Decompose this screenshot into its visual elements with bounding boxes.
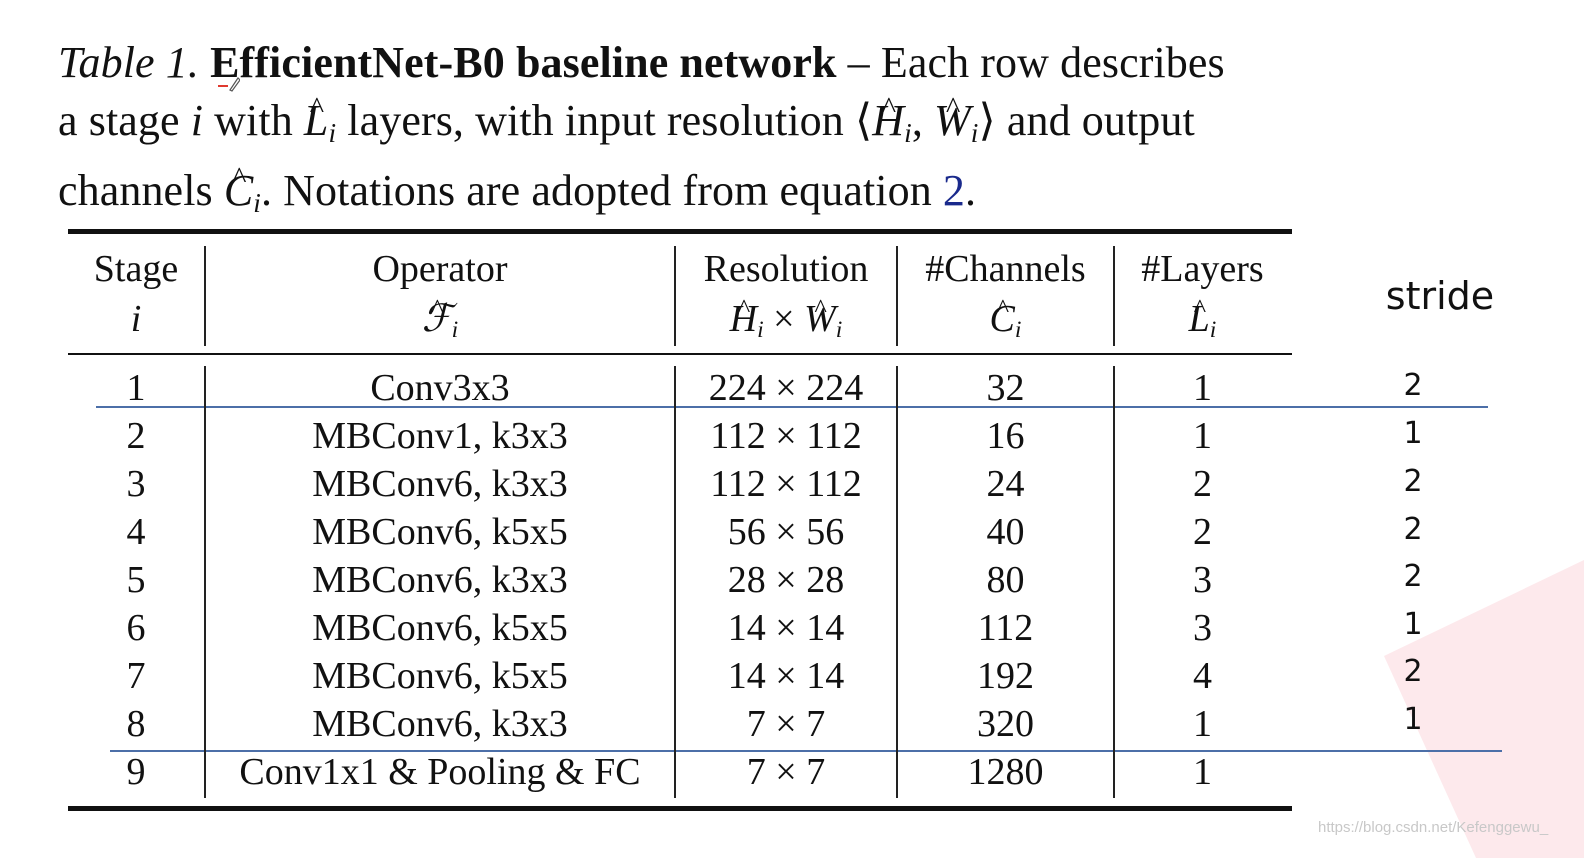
cell-operator: MBConv6, k3x3 [312,703,568,745]
stride-value: 2 [1403,368,1423,403]
header-subscript: i [835,316,843,343]
stride-value: 2 [1403,654,1423,689]
math-subscript: i [904,117,912,148]
caption-text: with [203,96,304,145]
header-subscript: i [1014,316,1022,343]
stride-value: 2 [1403,464,1423,499]
cell-stage: 6 [126,607,146,649]
math-symbol: ^ C [224,162,253,220]
caption-text: , [911,96,935,145]
stride-value: 2 [1403,559,1423,594]
stride-value: 2 [1403,512,1423,547]
cell-stage: 4 [126,511,146,553]
header-symbol: ^ H [730,294,757,344]
cell-layers: 1 [1193,751,1212,793]
cell-operator: MBConv6, k5x5 [312,655,568,697]
equation-reference-link[interactable]: 2 [942,165,966,215]
cell-layers: 3 [1193,559,1212,601]
cursor-icon [218,74,240,92]
cell-layers: 2 [1193,511,1212,553]
cell-layers: 4 [1193,655,1212,697]
math-subscript: i [253,187,261,218]
header-layers [1115,244,1290,355]
cell-resolution: 7 × 7 [746,751,826,793]
cell-resolution: 56 × 56 [727,511,845,553]
math-symbol: ^ L [304,92,329,150]
cell-resolution: 112 × 112 [710,463,862,505]
caption-line1-rest: – Each row describes [836,38,1225,87]
cell-layers: 1 [1193,703,1212,745]
caption-text: layers, with input resolution ⟨ [336,96,873,145]
caption-text: channels [58,165,224,215]
cell-channels: 16 [986,415,1025,457]
header-resolution [676,244,896,355]
cell-operator: Conv1x1 & Pooling & FC [239,751,641,793]
cell-channels: 112 [977,607,1034,649]
header-subscript: i [757,316,764,343]
cell-operator: MBConv6, k3x3 [312,463,568,505]
cell-layers: 1 [1193,367,1212,409]
header-symbol: ^ C [990,294,1015,344]
math-subscript: i [970,117,979,148]
header-symbol: i [130,298,142,340]
cell-channels: 80 [986,559,1025,601]
cell-stage: 8 [126,703,146,745]
header-subscript: i [1209,316,1217,343]
stride-header: stride [1385,274,1495,318]
table-top-rule [68,229,1292,234]
header-label: #Layers [1141,248,1264,290]
math-symbol: ^ W [934,92,971,150]
header-label: Stage [93,248,179,290]
caption-text: a stage [58,96,191,145]
caption-text: . [965,165,977,215]
cell-channels: 192 [977,655,1034,697]
header-subscript: i [451,316,459,343]
cell-operator: MBConv6, k5x5 [312,511,568,553]
header-symbol: ^ W [804,294,836,344]
cell-stage: 7 [126,655,146,697]
watermark: https://blog.csdn.net/Kefenggewu_ [1318,819,1549,836]
math-symbol: ^ H [872,92,904,150]
header-symbol: ^ L [1189,294,1210,344]
stride-value: 1 [1403,702,1423,737]
cell-layers: 3 [1193,607,1212,649]
caption-text: . Notations are adopted from equation [260,165,943,215]
cell-stage: 5 [126,559,146,601]
math-subscript: i [328,117,337,148]
cell-operator: MBConv6, k5x5 [312,607,568,649]
stride-value: 1 [1403,416,1423,451]
cell-operator: MBConv6, k3x3 [312,559,568,601]
cell-stage: 2 [126,415,146,457]
header-symbol: × [763,298,805,340]
table-bottom-rule [68,806,1292,811]
table-title: EfficientNet-B0 baseline network [210,38,837,87]
header-operator [206,244,674,355]
table-label: Table 1. [58,38,199,87]
cell-channels: 24 [986,463,1025,505]
cell-resolution: 14 × 14 [727,655,845,697]
header-label: Operator [372,248,508,290]
header-symbol: ^ ℱ [422,294,452,344]
cell-resolution: 28 × 28 [727,559,845,601]
header-label: Resolution [703,248,869,290]
cell-resolution: 14 × 14 [727,607,845,649]
cell-channels: 40 [986,511,1025,553]
cell-operator: Conv3x3 [370,367,510,409]
cell-layers: 1 [1193,415,1212,457]
cell-resolution: 112 × 112 [710,415,862,457]
cell-stage: 1 [126,367,146,409]
header-label: #Channels [925,248,1086,290]
cell-stage: 3 [126,463,146,505]
cell-stage: 9 [126,751,146,793]
cell-resolution: 224 × 224 [708,367,864,409]
header-channels [898,244,1113,355]
caption-text: ⟩ and output [978,96,1195,145]
header-stage [68,244,204,344]
table-caption [58,34,1318,232]
cell-channels: 32 [986,367,1025,409]
cell-resolution: 7 × 7 [746,703,826,745]
cell-channels: 320 [977,703,1034,745]
cell-operator: MBConv1, k3x3 [312,415,568,457]
math-symbol: i [190,96,204,145]
stride-value: 1 [1403,607,1423,642]
cell-channels: 1280 [967,751,1044,793]
cell-layers: 2 [1193,463,1212,505]
